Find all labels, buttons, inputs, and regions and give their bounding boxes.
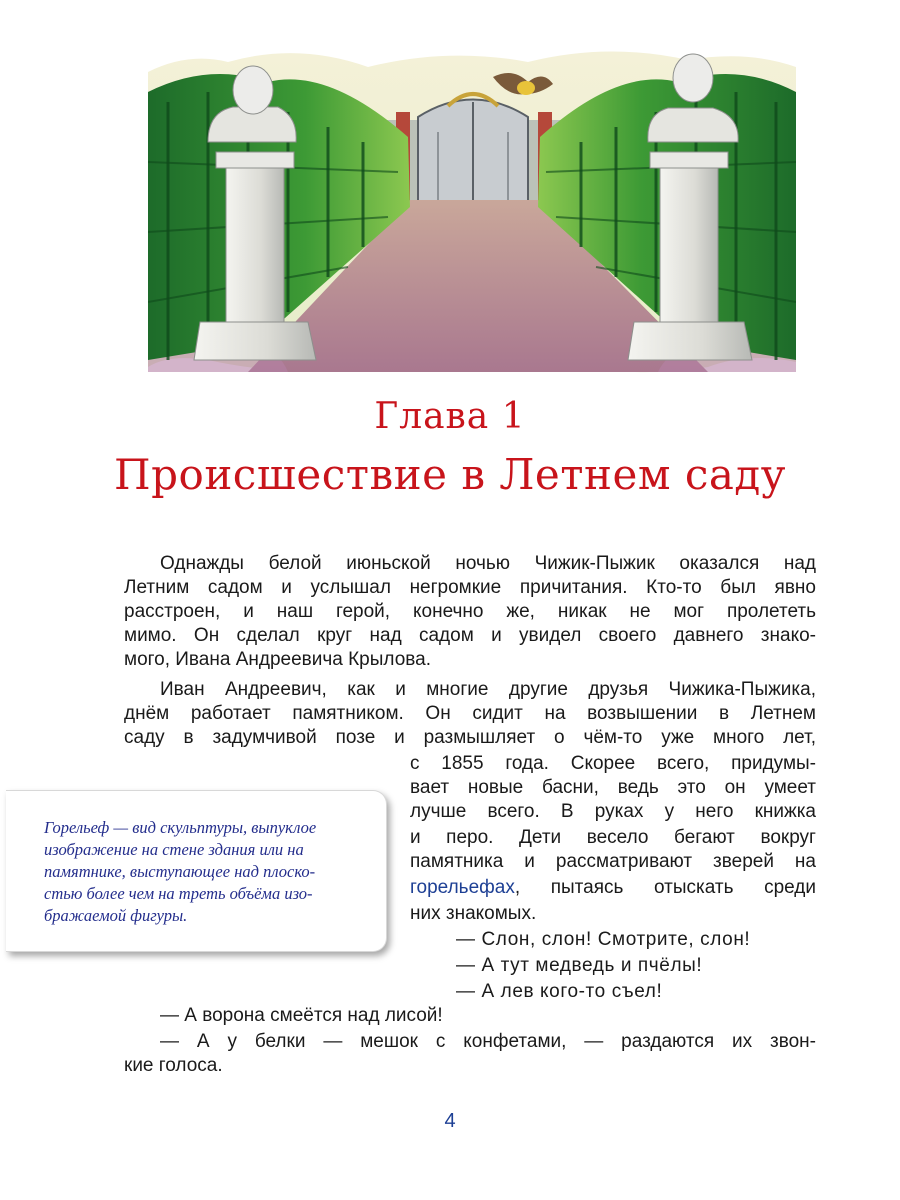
dialogue-line: — А лев кого-то съел!: [456, 981, 663, 1002]
note-line: изображение на стене здания или на: [44, 840, 304, 859]
term-gorelef: горельефах: [410, 877, 515, 898]
note-line: стью более чем на треть объёма изо-: [44, 884, 313, 903]
summer-garden-illustration: [148, 42, 796, 380]
body-line: памятника и рассматривают зверей на: [410, 851, 816, 872]
body-line: них знакомых.: [410, 903, 537, 924]
body-line: Летним садом и услышал негромкие причитания. Кто-то был явно: [124, 577, 816, 598]
body-line-rest: , пытаясь отыскать среди: [514, 877, 816, 898]
page-number: 4: [444, 1110, 456, 1132]
body-line: с 1855 года. Скорее всего, придумы-: [410, 753, 816, 774]
dialogue-line: — А у белки — мешок с конфетами, — раздаются их звон-: [160, 1031, 816, 1052]
body-line-with-term: [410, 876, 816, 900]
body-line: мого, Ивана Андреевича Крылова.: [124, 649, 431, 670]
body-line: Иван Андреевич, как и многие другие друзья Чижика-Пыжика,: [160, 679, 816, 700]
glossary-note-box: [6, 790, 387, 952]
body-line: мимо. Он сделал круг над садом и увидел своего давнего знако-: [124, 625, 816, 646]
chapter-label: Глава 1: [374, 396, 526, 437]
chapter-title: Происшествие в Летнем саду: [114, 450, 786, 499]
body-line: лучше всего. В руках у него книжка: [410, 801, 816, 822]
body-line: кие голоса.: [124, 1055, 223, 1076]
body-line: расстроен, и наш герой, конечно же, никак не мог пролететь: [124, 601, 816, 622]
dialogue-line: — А тут медведь и пчёлы!: [456, 955, 703, 976]
note-line: Горельеф — вид скульптуры, выпуклое: [44, 818, 317, 837]
body-line: днём работает памятником. Он сидит на возвышении в Летнем: [124, 703, 816, 724]
body-line: вает новые басни, ведь это он умеет: [410, 777, 816, 798]
body-line: Однажды белой июньской ночью Чижик-Пыжик оказался над: [160, 553, 816, 574]
dialogue-line: — А ворона смеётся над лисой!: [160, 1005, 443, 1026]
body-line: саду в задумчивой позе и размышляет о чём-то уже много лет,: [124, 727, 816, 748]
body-line: и перо. Дети весело бегают вокруг: [410, 827, 816, 848]
note-line: памятнике, выступающее над плоско-: [44, 862, 316, 881]
dialogue-line: — Слон, слон! Смотрите, слон!: [456, 929, 751, 950]
note-line: бражаемой фигуры.: [44, 906, 188, 925]
